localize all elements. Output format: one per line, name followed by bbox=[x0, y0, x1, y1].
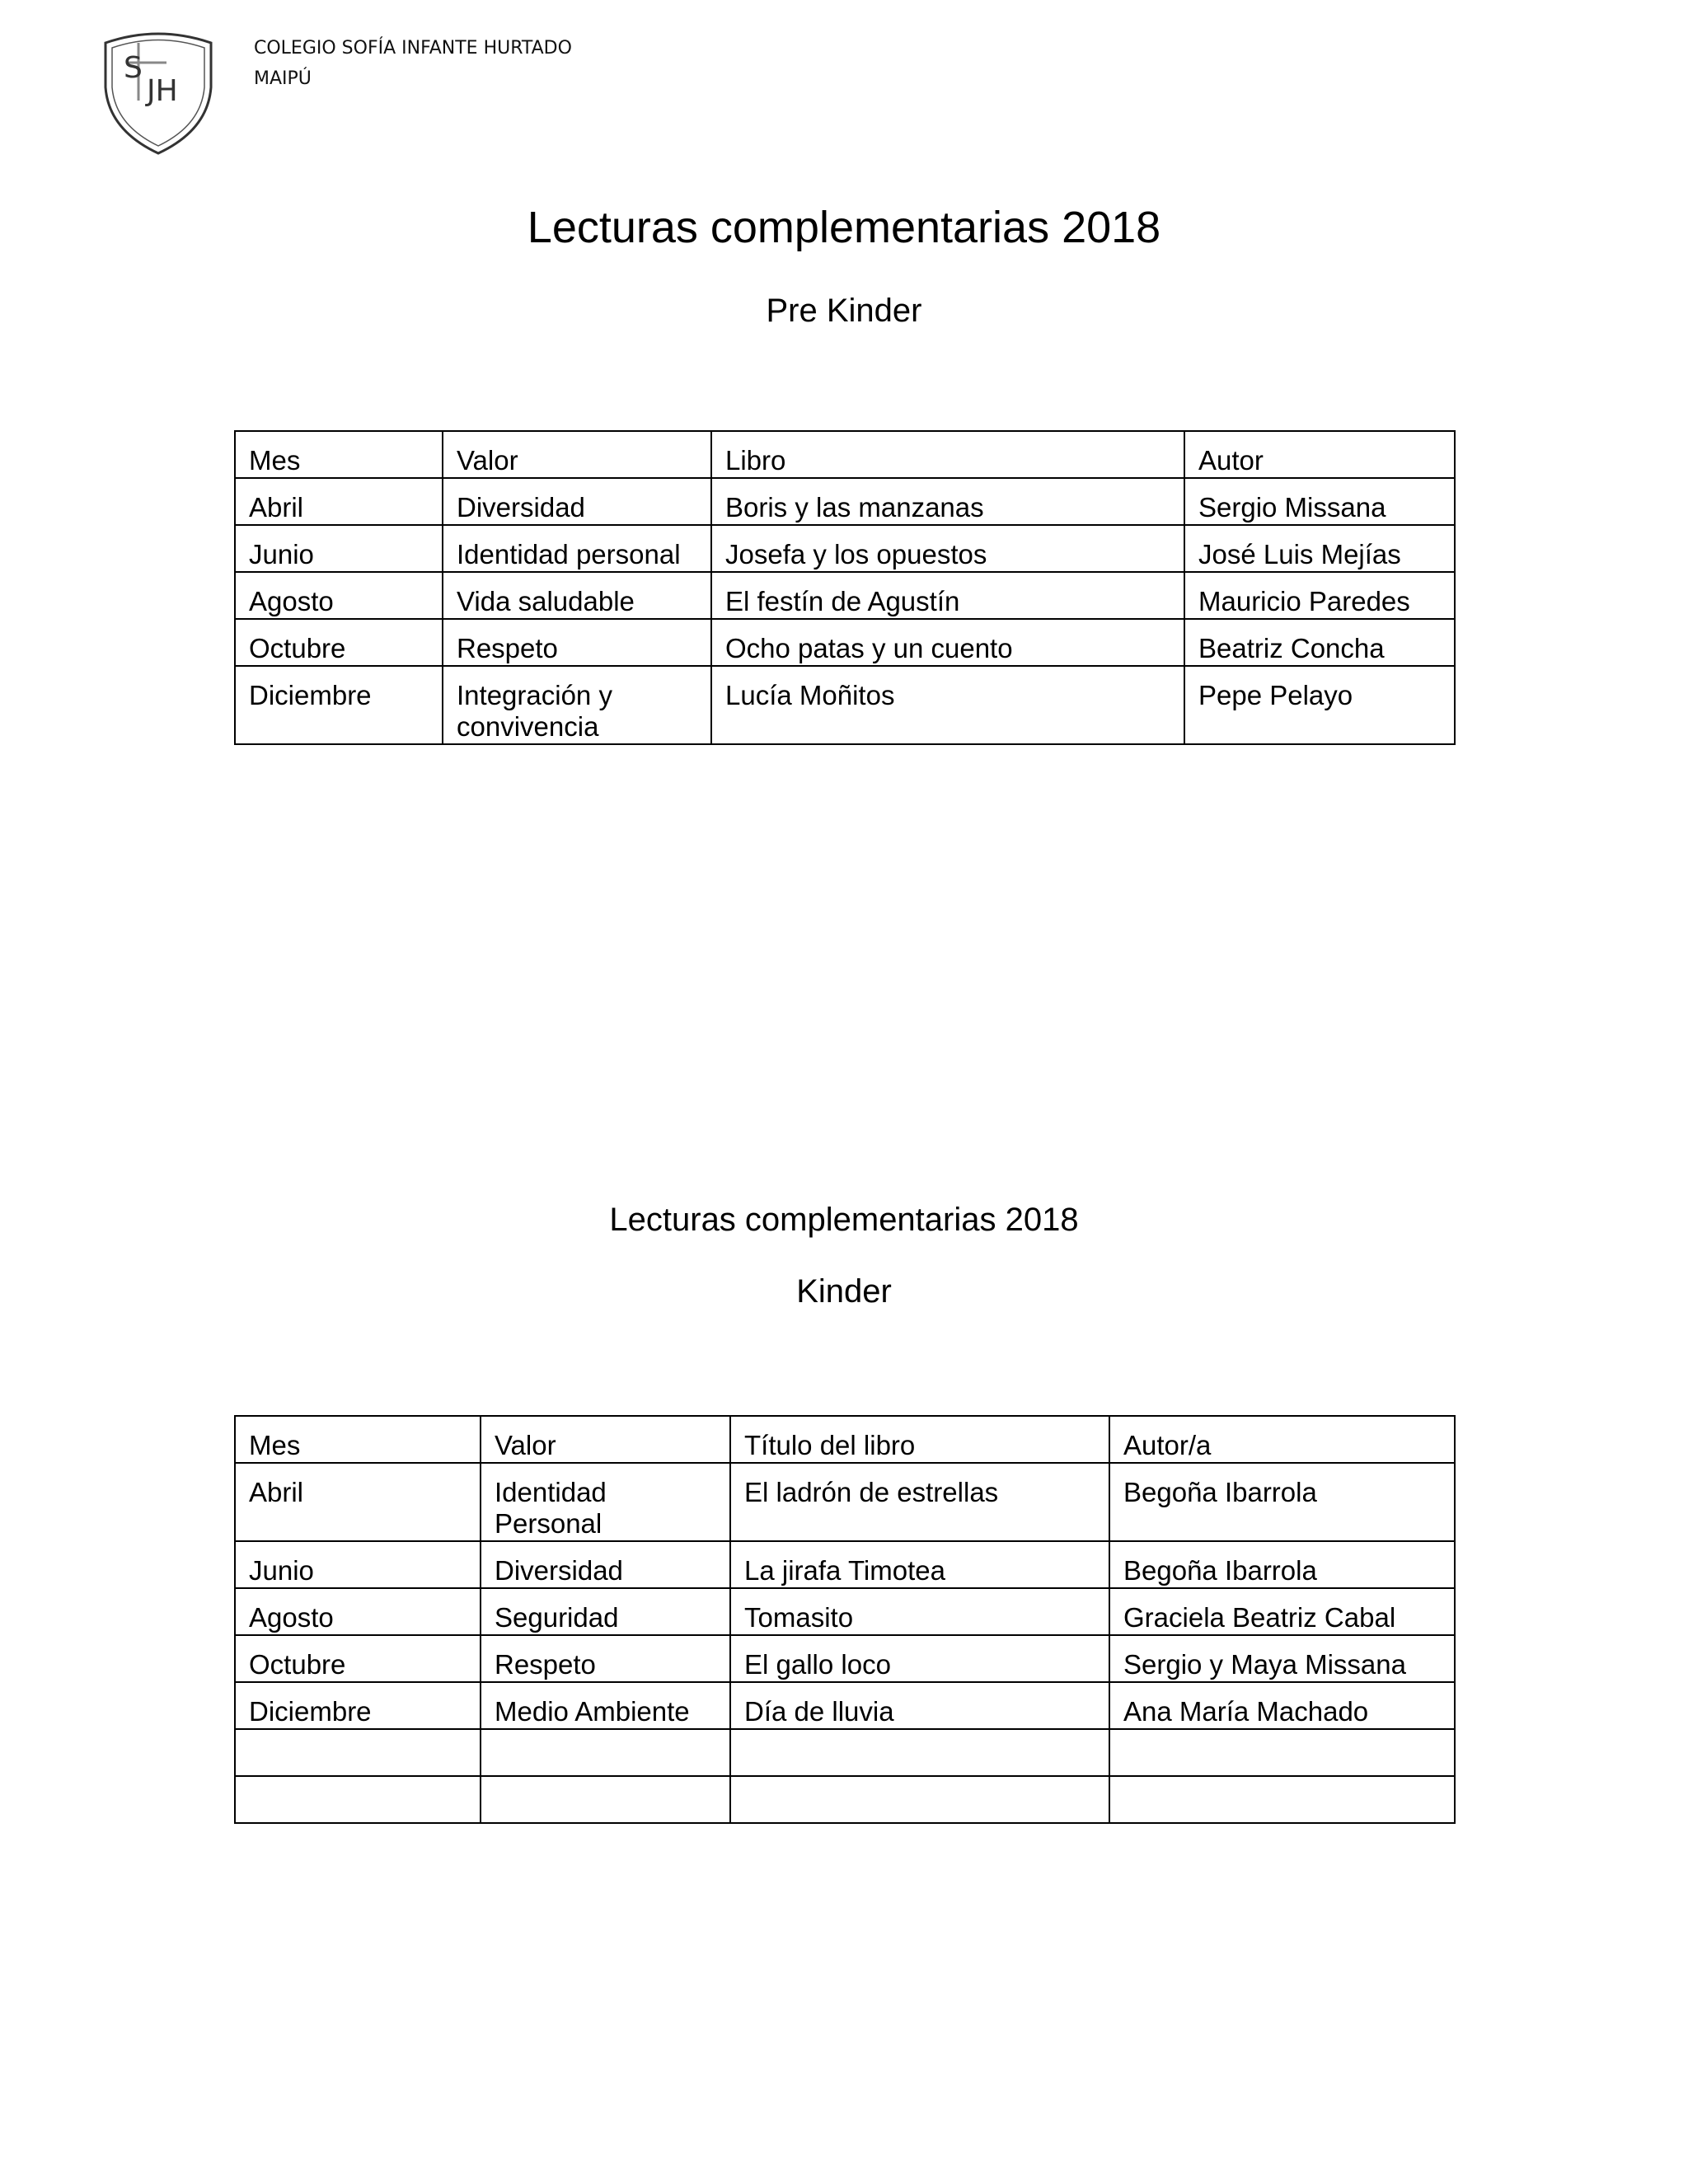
column-header: Autor bbox=[1184, 431, 1455, 478]
table-row bbox=[235, 1682, 1455, 1729]
school-logo bbox=[102, 30, 214, 157]
cell-month: Junio bbox=[235, 1541, 481, 1588]
cell-book: Boris y las manzanas bbox=[711, 478, 1184, 525]
table-header-row bbox=[235, 431, 1455, 478]
cell-value bbox=[481, 1776, 730, 1823]
cell-author bbox=[1109, 1729, 1455, 1776]
school-header bbox=[254, 33, 572, 94]
cell-author: Ana María Machado bbox=[1109, 1682, 1455, 1729]
cell-book: El gallo loco bbox=[730, 1635, 1109, 1682]
cell-month: Octubre bbox=[235, 619, 443, 666]
table-row bbox=[235, 666, 1455, 744]
cell-month: Diciembre bbox=[235, 1682, 481, 1729]
cell-author: José Luis Mejías bbox=[1184, 525, 1455, 572]
cell-value: Identidad personal bbox=[443, 525, 711, 572]
cell-value: Respeto bbox=[443, 619, 711, 666]
column-header: Mes bbox=[235, 1416, 481, 1463]
cell-author bbox=[1109, 1776, 1455, 1823]
school-name: COLEGIO SOFÍA INFANTE HURTADO bbox=[254, 38, 572, 59]
column-header: Título del libro bbox=[730, 1416, 1109, 1463]
cell-month: Octubre bbox=[235, 1635, 481, 1682]
cell-month bbox=[235, 1776, 481, 1823]
cell-author: Mauricio Paredes bbox=[1184, 572, 1455, 619]
cell-month bbox=[235, 1729, 481, 1776]
svg-text:S: S bbox=[124, 51, 143, 85]
column-header: Mes bbox=[235, 431, 443, 478]
table-row bbox=[235, 619, 1455, 666]
cell-value bbox=[481, 1729, 730, 1776]
cell-month: Junio bbox=[235, 525, 443, 572]
cell-value: Diversidad bbox=[481, 1541, 730, 1588]
table-row bbox=[235, 478, 1455, 525]
section-subtitle-kinder: Kinder bbox=[796, 1273, 892, 1310]
cell-book bbox=[730, 1729, 1109, 1776]
cell-value: Identidad Personal bbox=[481, 1463, 730, 1541]
section-title-kinder: Lecturas complementarias 2018 bbox=[609, 1202, 1079, 1238]
cell-value: Seguridad bbox=[481, 1588, 730, 1635]
table-row bbox=[235, 1463, 1455, 1541]
cell-value: Integración y convivencia bbox=[443, 666, 711, 744]
cell-book: Tomasito bbox=[730, 1588, 1109, 1635]
table-row-empty bbox=[235, 1729, 1455, 1776]
cell-month: Agosto bbox=[235, 572, 443, 619]
column-header: Valor bbox=[481, 1416, 730, 1463]
cell-value: Vida saludable bbox=[443, 572, 711, 619]
cell-book: Ocho patas y un cuento bbox=[711, 619, 1184, 666]
svg-text:JH: JH bbox=[147, 74, 178, 108]
readings-table-prekinder bbox=[234, 430, 1456, 745]
cell-book: El festín de Agustín bbox=[711, 572, 1184, 619]
cell-month: Abril bbox=[235, 478, 443, 525]
page-title: Lecturas complementarias 2018 bbox=[527, 203, 1161, 252]
cell-value: Diversidad bbox=[443, 478, 711, 525]
cell-author: Graciela Beatriz Cabal bbox=[1109, 1588, 1455, 1635]
table-row bbox=[235, 1541, 1455, 1588]
cell-month: Agosto bbox=[235, 1588, 481, 1635]
school-city: MAIPÚ bbox=[254, 68, 312, 89]
cell-author: Sergio Missana bbox=[1184, 478, 1455, 525]
cell-book: El ladrón de estrellas bbox=[730, 1463, 1109, 1541]
cell-book: Josefa y los opuestos bbox=[711, 525, 1184, 572]
table-row-empty bbox=[235, 1776, 1455, 1823]
cell-author: Begoña Ibarrola bbox=[1109, 1463, 1455, 1541]
table-row bbox=[235, 525, 1455, 572]
cell-value: Medio Ambiente bbox=[481, 1682, 730, 1729]
cell-month: Abril bbox=[235, 1463, 481, 1541]
table-header-row bbox=[235, 1416, 1455, 1463]
cell-author: Pepe Pelayo bbox=[1184, 666, 1455, 744]
table-row bbox=[235, 1635, 1455, 1682]
table-row bbox=[235, 1588, 1455, 1635]
readings-table-kinder bbox=[234, 1415, 1456, 1824]
cell-month: Diciembre bbox=[235, 666, 443, 744]
cell-author: Begoña Ibarrola bbox=[1109, 1541, 1455, 1588]
cell-value: Respeto bbox=[481, 1635, 730, 1682]
table-row bbox=[235, 572, 1455, 619]
column-header: Autor/a bbox=[1109, 1416, 1455, 1463]
cell-book: Lucía Moñitos bbox=[711, 666, 1184, 744]
cell-author: Beatriz Concha bbox=[1184, 619, 1455, 666]
column-header: Libro bbox=[711, 431, 1184, 478]
cell-book bbox=[730, 1776, 1109, 1823]
section-subtitle-prekinder: Pre Kinder bbox=[766, 293, 922, 329]
column-header: Valor bbox=[443, 431, 711, 478]
cell-book: La jirafa Timotea bbox=[730, 1541, 1109, 1588]
cell-book: Día de lluvia bbox=[730, 1682, 1109, 1729]
cell-author: Sergio y Maya Missana bbox=[1109, 1635, 1455, 1682]
